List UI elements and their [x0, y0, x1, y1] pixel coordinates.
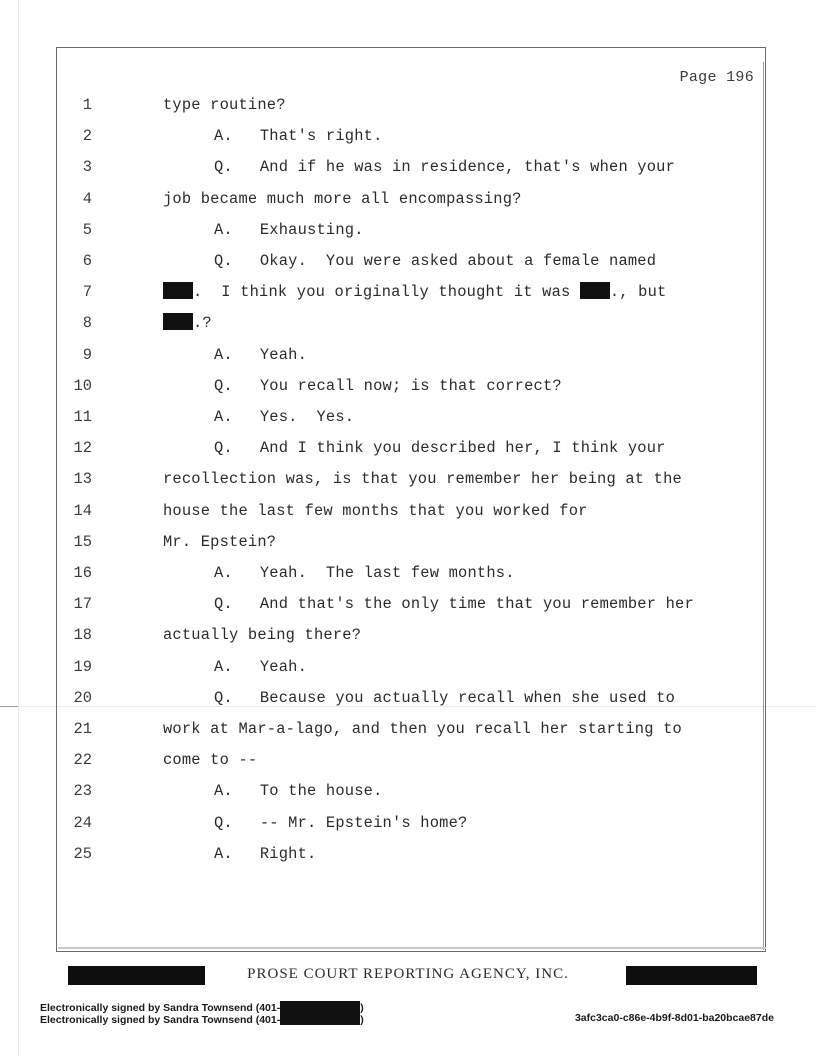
transcript-line: [0, 592, 816, 616]
text-segment: recollection was, is that you remember her being at the: [163, 470, 682, 488]
line-text: [163, 280, 667, 304]
electronic-signature-2: Electronically signed by Sandra Townsend (401- ): [40, 1014, 364, 1026]
line-text: [214, 249, 656, 273]
text-segment: A.: [214, 221, 233, 239]
line-number: 19: [73, 658, 92, 676]
text-segment: Yes. Yes.: [259, 408, 355, 426]
text-segment: .?: [193, 314, 212, 332]
transcript-line: [0, 187, 816, 211]
line-number: 15: [73, 533, 92, 551]
text-segment: Q.: [214, 252, 233, 270]
page-number: Page 196: [679, 69, 754, 86]
text-segment: Q.: [214, 814, 233, 832]
transcript-line: [0, 655, 816, 679]
line-number: 6: [82, 252, 92, 270]
text-segment: And if he was in residence, that's when your: [259, 158, 676, 176]
line-text: [214, 374, 562, 398]
line-text: [163, 499, 588, 523]
transcript-line: [0, 686, 816, 710]
redaction-box: [163, 282, 193, 299]
line-text: [214, 561, 515, 585]
transcript-line: [0, 499, 816, 523]
text-segment: ., but: [609, 283, 667, 301]
text-segment: Right.: [259, 845, 317, 863]
line-number: 23: [73, 782, 92, 800]
line-number: 16: [73, 564, 92, 582]
line-number: 24: [73, 814, 92, 832]
text-segment: A.: [214, 127, 233, 145]
text-segment: come to --: [163, 751, 258, 769]
transcript-line: [0, 93, 816, 117]
line-number: 8: [82, 314, 92, 332]
text-segment: house the last few months that you worked for: [163, 502, 588, 520]
line-number: 12: [73, 439, 92, 457]
text-segment: Okay. You were asked about a female named: [259, 252, 657, 270]
line-number: 18: [73, 626, 92, 644]
text-segment: And that's the only time that you remember her: [259, 595, 694, 613]
line-number: 7: [82, 283, 92, 301]
text-segment: Q.: [214, 689, 233, 707]
text-segment: type routine?: [163, 96, 286, 114]
text-segment: A.: [214, 346, 233, 364]
line-number: 5: [82, 221, 92, 239]
text-segment: A.: [214, 658, 233, 676]
line-text: [163, 467, 682, 491]
text-segment: And I think you described her, I think your: [259, 439, 666, 457]
transcript-line: [0, 374, 816, 398]
line-number: 1: [82, 96, 92, 114]
line-text: [214, 124, 383, 148]
document-hash: 3afc3ca0-c86e-4b9f-8d01-ba20bcae87de: [574, 1012, 774, 1024]
text-segment: Yeah.: [259, 658, 308, 676]
transcript-line: [0, 249, 816, 273]
text-segment: Yeah.: [259, 346, 308, 364]
line-number: 14: [73, 502, 92, 520]
transcript-line: [0, 623, 816, 647]
transcript-line: [0, 343, 816, 367]
text-segment: Because you actually recall when she used to: [259, 689, 676, 707]
text-segment: A.: [214, 845, 233, 863]
line-number: 25: [73, 845, 92, 863]
text-segment: You recall now; is that correct?: [259, 377, 562, 395]
text-segment: That's right.: [259, 127, 383, 145]
line-text: [163, 187, 522, 211]
line-text: [214, 655, 307, 679]
text-segment: To the house.: [259, 782, 383, 800]
text-segment: A.: [214, 564, 233, 582]
text-segment: Q.: [214, 158, 233, 176]
redaction-box: [580, 282, 610, 299]
text-segment: -- Mr. Epstein's home?: [259, 814, 468, 832]
line-text: [214, 686, 675, 710]
line-text: [214, 218, 364, 242]
signature-redaction: [280, 1013, 360, 1025]
transcript-line: [0, 842, 816, 866]
line-number: 11: [73, 408, 92, 426]
transcript-line: [0, 811, 816, 835]
line-number: 9: [82, 346, 92, 364]
transcript-frame-shadow: [58, 947, 766, 949]
text-segment: A.: [214, 408, 233, 426]
line-number: 3: [82, 158, 92, 176]
line-number: 21: [73, 720, 92, 738]
text-segment: Yeah. The last few months.: [259, 564, 515, 582]
line-text: [214, 405, 354, 429]
line-text: [163, 748, 257, 772]
line-number: 22: [73, 751, 92, 769]
transcript-line: [0, 311, 816, 335]
transcript-line: [0, 717, 816, 741]
line-text: [163, 717, 682, 741]
line-text: [214, 779, 383, 803]
line-number: 10: [73, 377, 92, 395]
transcript-line: [0, 218, 816, 242]
transcript-line: [0, 280, 816, 304]
text-segment: Mr. Epstein?: [163, 533, 277, 551]
line-text: [214, 811, 467, 835]
line-text: [214, 155, 675, 179]
text-segment: A.: [214, 782, 233, 800]
transcript-line: [0, 124, 816, 148]
text-segment: Q.: [214, 377, 233, 395]
transcript-line: [0, 561, 816, 585]
text-segment: actually being there?: [163, 626, 362, 644]
footer-redaction-right: [626, 966, 757, 985]
line-number: 4: [82, 190, 92, 208]
line-text: [214, 592, 694, 616]
line-text: [214, 842, 317, 866]
signature-redaction: [280, 1001, 360, 1013]
text-segment: . I think you originally thought it was: [193, 283, 580, 301]
text-segment: job became much more all encompassing?: [163, 190, 522, 208]
line-text: [163, 311, 212, 335]
transcript-line: [0, 405, 816, 429]
transcript-line: [0, 779, 816, 803]
line-number: 20: [73, 689, 92, 707]
line-text: [163, 623, 361, 647]
line-text: [163, 93, 286, 117]
line-text: [163, 530, 276, 554]
text-segment: Q.: [214, 439, 233, 457]
line-text: [214, 436, 666, 460]
text-segment: Q.: [214, 595, 233, 613]
transcript-line: [0, 155, 816, 179]
transcript-line: [0, 467, 816, 491]
transcript-line: [0, 748, 816, 772]
line-number: 2: [82, 127, 92, 145]
line-number: 13: [73, 470, 92, 488]
text-segment: Exhausting.: [259, 221, 364, 239]
line-number: 17: [73, 595, 92, 613]
line-text: [214, 343, 307, 367]
electronic-signature-1: Electronically signed by Sandra Townsend (401- ): [40, 1002, 364, 1014]
text-segment: work at Mar-a-lago, and then you recall her starting to: [163, 720, 682, 738]
transcript-line: [0, 530, 816, 554]
transcript-line: [0, 436, 816, 460]
redaction-box: [163, 313, 193, 330]
reporting-agency: PROSE COURT REPORTING AGENCY, INC.: [247, 966, 569, 982]
